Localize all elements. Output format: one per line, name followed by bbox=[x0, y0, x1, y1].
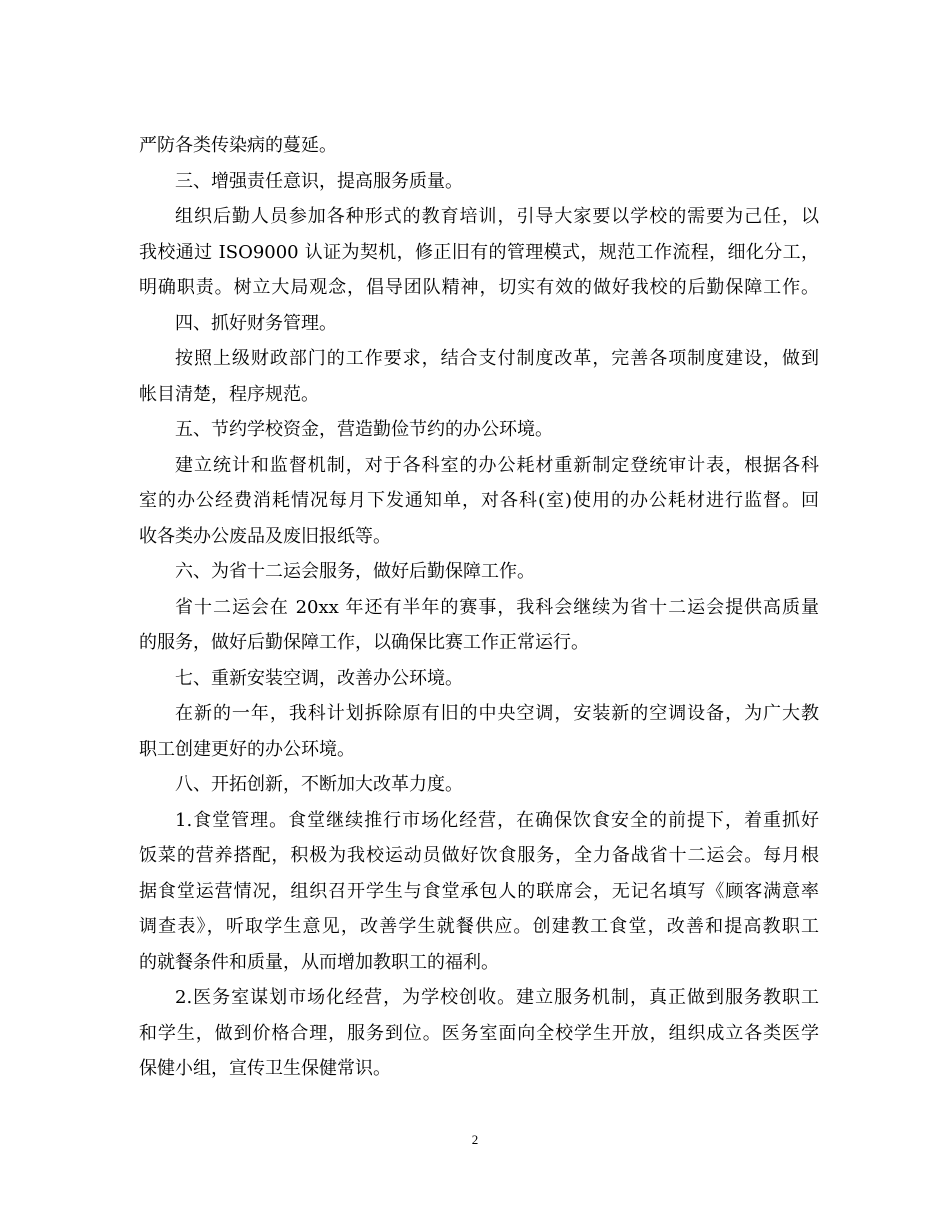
text-line: 保健小组，宣传卫生保健常识。 bbox=[139, 1058, 391, 1079]
text-line: 明确职责。树立大局观念，倡导团队精神，切实有效的做好我校的后勤保障工作。 bbox=[139, 277, 819, 298]
document-body bbox=[139, 128, 819, 1087]
text-line: 四、抓好财务管理。 bbox=[175, 312, 337, 334]
text-line: 和学生，做到价格合理，服务到位。医务室面向全校学生开放，组织成立各类医学 bbox=[139, 1022, 819, 1044]
text-line: 严防各类传染病的蔓延。 bbox=[139, 135, 337, 156]
page-number: 2 bbox=[471, 1132, 479, 1147]
text-line: 我校通过 ISO9000 认证为契机，修正旧有的管理模式，规范工作流程，细化分工， bbox=[139, 241, 819, 263]
text-line: 建立统计和监督机制，对于各科室的办公耗材重新制定登统审计表，根据各科 bbox=[175, 454, 819, 476]
text-line: 职工创建更好的办公环境。 bbox=[139, 738, 355, 760]
text-line: 的就餐条件和质量，从而增加教职工的福利。 bbox=[139, 951, 499, 973]
text-line: 八、开拓创新，不断加大改革力度。 bbox=[175, 774, 463, 795]
text-line: 七、重新安装空调，改善办公环境。 bbox=[175, 667, 463, 689]
text-line: 组织后勤人员参加各种形式的教育培训，引导大家要以学校的需要为己任，以 bbox=[175, 206, 819, 227]
text-line: 省十二运会在 20xx 年还有半年的赛事，我科会继续为省十二运会提供高质量 bbox=[175, 596, 819, 618]
text-line: 饭菜的营养搭配，积极为我校运动员做好饮食服务，全力备战省十二运会。每月根 bbox=[139, 845, 819, 866]
text-line: 的服务，做好后勤保障工作，以确保比赛工作正常运行。 bbox=[139, 632, 589, 653]
text-line: 1.食堂管理。食堂继续推行市场化经营，在确保饮食安全的前提下，着重抓好 bbox=[175, 809, 819, 831]
text-line: 2.医务室谋划市场化经营，为学校创收。建立服务机制，真正做到服务教职工 bbox=[175, 987, 819, 1008]
text-line: 室的办公经费消耗情况每月下发通知单，对各科(室)使用的办公耗材进行监督。回 bbox=[139, 490, 819, 511]
text-line: 六、为省十二运会服务，做好后勤保障工作。 bbox=[175, 561, 535, 582]
text-line: 在新的一年，我科计划拆除原有旧的中央空调，安装新的空调设备，为广大教 bbox=[175, 703, 819, 724]
text-line: 收各类办公废品及废旧报纸等。 bbox=[139, 525, 391, 547]
text-line: 三、增强责任意识，提高服务质量。 bbox=[175, 170, 463, 192]
text-line: 五、节约学校资金，营造勤俭节约的办公环境。 bbox=[175, 419, 553, 440]
text-line: 据食堂运营情况，组织召开学生与食堂承包人的联席会，无记名填写《顾客满意率 bbox=[139, 880, 819, 902]
text-line: 调查表》，听取学生意见，改善学生就餐供应。创建教工食堂，改善和提高教职工 bbox=[139, 916, 819, 937]
text-line: 帐目清楚，程序规范。 bbox=[139, 383, 319, 405]
text-line: 按照上级财政部门的工作要求，结合支付制度改革，完善各项制度建设，做到 bbox=[175, 348, 819, 369]
